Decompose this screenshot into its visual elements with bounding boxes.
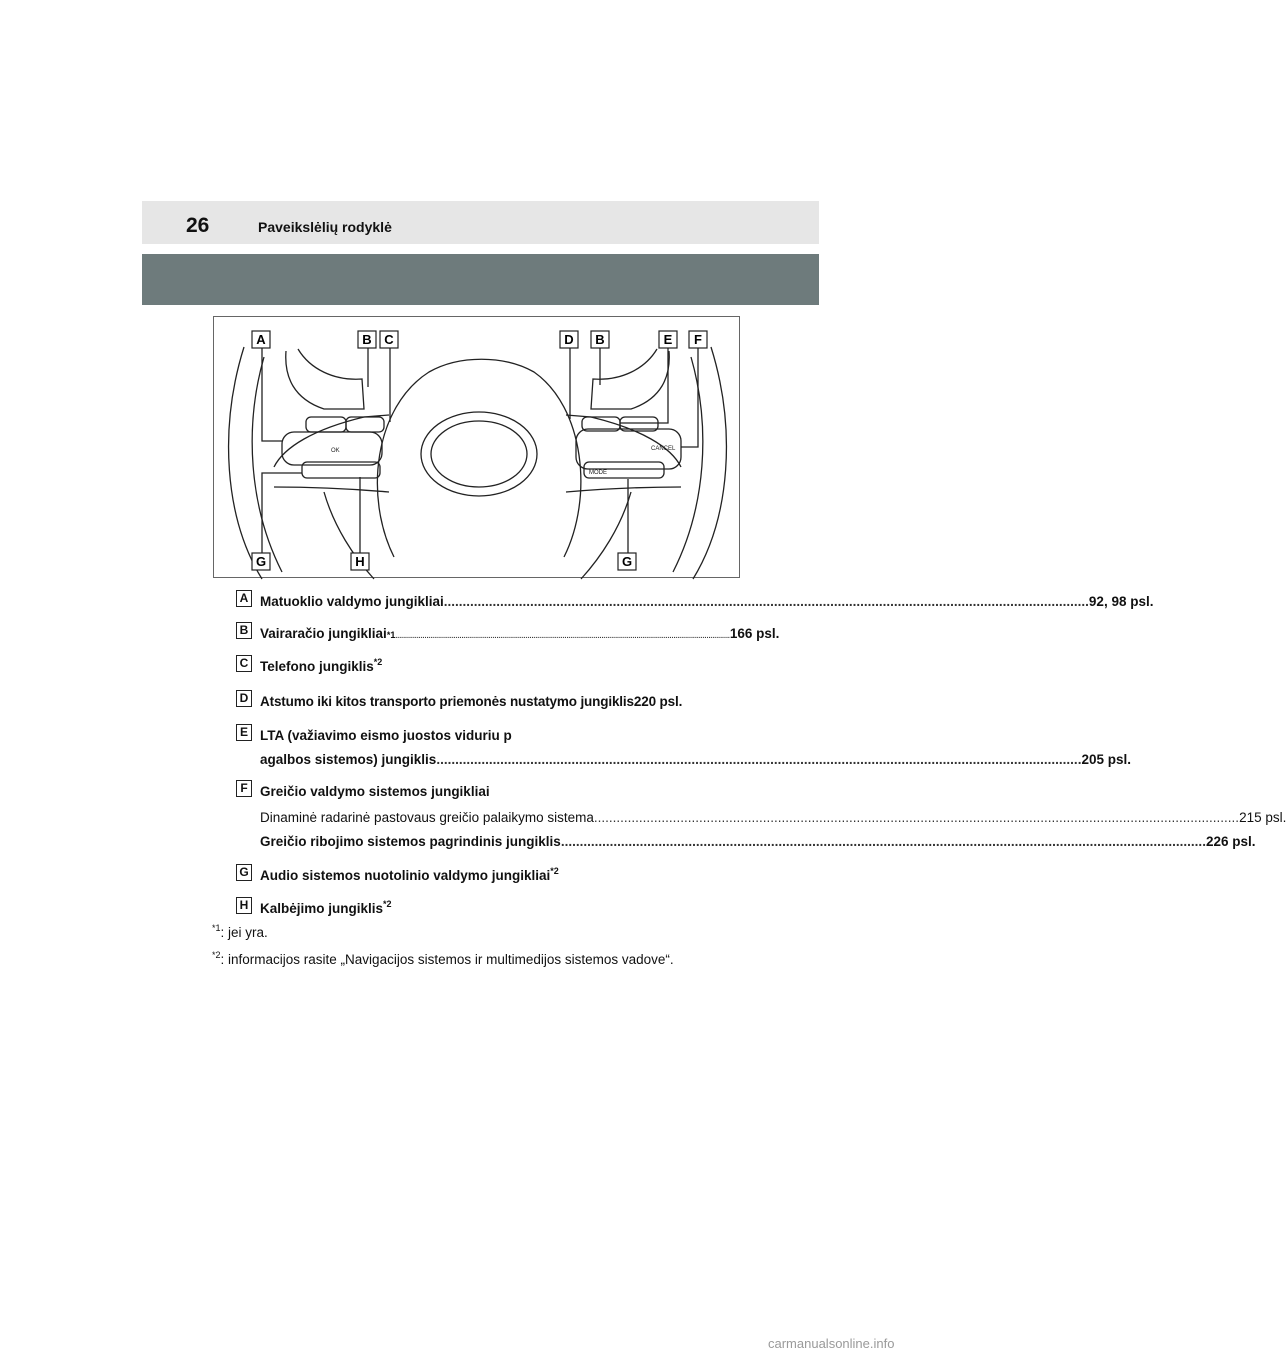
svg-text:D: D (564, 332, 574, 347)
callout-e (659, 331, 677, 348)
legend-text-continued: agalbos sistemos) jungiklis (260, 752, 437, 767)
page-number: 26 (186, 214, 210, 237)
svg-text:E: E (663, 332, 673, 347)
legend-text: Kalbėjimo jungiklis (260, 901, 384, 916)
page-reference[interactable]: 92, 98 psl. (1088, 594, 1154, 609)
svg-text:A: A (256, 332, 266, 347)
callout-d (560, 331, 578, 348)
legend-letter: H (236, 897, 252, 914)
legend-letter: C (236, 655, 252, 672)
mode-button-label: MODE (589, 470, 607, 476)
legend-letter: D (236, 690, 252, 707)
callout-b (358, 331, 376, 348)
sub-item-radar-cruise: Dinaminė radarinė pastovaus greičio palaikymo sistema ............................................................................................................................................................................ 215 psl. (260, 808, 722, 828)
section-title: Paveikslėlių rodyklė (258, 219, 392, 235)
svg-text:B: B (362, 332, 372, 347)
legend-text: Atstumo iki kitos transporto priemonės nustatymo jungiklis (260, 694, 634, 709)
legend-letter: E (236, 724, 252, 741)
steering-wheel-figure (213, 316, 740, 578)
page-reference[interactable]: 226 psl. (1205, 834, 1256, 849)
svg-text:H: H (355, 554, 365, 569)
callout-c (380, 331, 398, 348)
legend-text: LTA (važiavimo eismo juostos viduriu p (260, 728, 512, 743)
page-reference[interactable]: 166 psl. (729, 626, 780, 641)
ok-button-label: OK (331, 448, 340, 454)
page-reference[interactable]: 220 psl. (633, 694, 683, 709)
svg-text:G: G (621, 554, 633, 569)
legend-letter: A (236, 590, 252, 607)
footnote-mark: *2 (383, 899, 392, 909)
callout-a (252, 331, 270, 348)
legend-letter: F (236, 780, 252, 797)
cancel-button-label: CANCEL (651, 446, 676, 452)
legend-text: Matuoklio valdymo jungikliai (260, 594, 444, 609)
legend-text: Vairaračio jungikliai (260, 626, 387, 641)
callout-h (351, 553, 369, 570)
page-reference[interactable]: 205 psl. (1081, 752, 1131, 767)
watermark: carmanualsonline.info (768, 1336, 895, 1351)
svg-text:C: C (384, 332, 394, 347)
sub-item-speed-limiter: Greičio ribojimo sistemos pagrindinis jungiklis ............................................................................................................................................................................ 226 psl. (260, 832, 722, 852)
legend-letter: G (236, 864, 252, 881)
callout-f (689, 331, 707, 348)
svg-text:F: F (694, 332, 702, 347)
footnote-mark: *2 (550, 866, 559, 876)
steering-wheel-illustration (214, 317, 741, 579)
page-reference[interactable]: 215 psl. (1239, 810, 1286, 825)
section-banner (142, 254, 819, 305)
svg-text:B: B (595, 332, 605, 347)
svg-text:G: G (255, 554, 267, 569)
footnote-1: $^{*1}$: jei yra. (212, 923, 268, 940)
footnote-mark: *2 (373, 657, 383, 667)
footnote-2: $^{*2}$: informacijos rasite „Navigacijos sistemos ir multimedijos sistemos vadove“. (212, 950, 674, 967)
legend-text: Telefono jungiklis (260, 659, 374, 674)
header-bar (142, 201, 819, 244)
callout-g-left (252, 553, 270, 570)
callout-b-right (591, 331, 609, 348)
legend-text: Greičio valdymo sistemos jungikliai (260, 784, 490, 799)
legend-text: Audio sistemos nuotolinio valdymo jungikliai (260, 868, 551, 883)
callout-g-right (618, 553, 636, 570)
legend-letter: B (236, 622, 252, 639)
